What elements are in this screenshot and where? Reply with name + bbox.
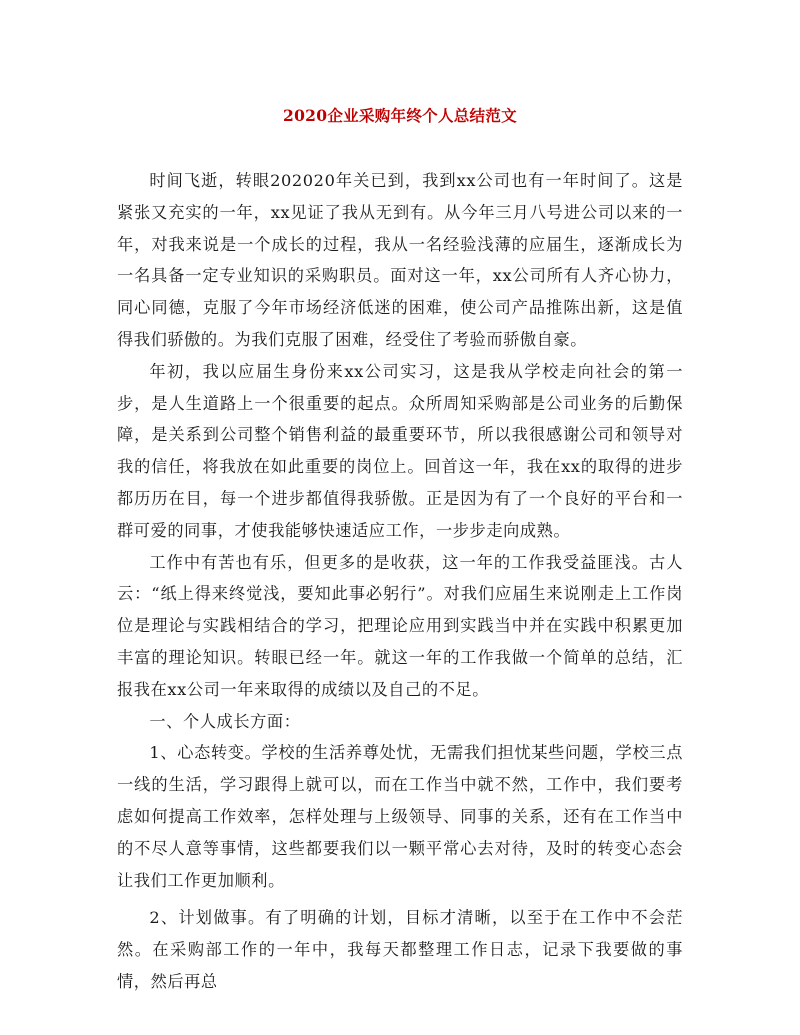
document-title: 2020企业采购年终个人总结范文 — [283, 106, 517, 125]
paragraph-mindset: 1、心态转变。学校的生活养尊处忧，无需我们担忧某些问题，学校三点一线的生活，学习跟得上就可以，而在工作当中就不然，工作中，我们要考虑如何提高工作效率，怎样处理与上级领导、同事的关系，还有在工作当中的不尽人意等事情，这些都要我们以一颗平常心去对待，及时的转变心态会让我们工作更加顺利。 — [117, 743, 683, 890]
paragraph-gains: 工作中有苦也有乐，但更多的是收获，这一年的工作我受益匪浅。古人云：“纸上得来终觉浅，要知此事必躬行”。对我们应届生来说刚走上工作岗位是理论与实践相结合的学习，把理论应用到实践当中并在实践中积累更加丰富的理论知识。转眼已经一年。就这一年的工作我做一个简单的总结，汇报我在xx公司一年来取得的成绩以及自己的不足。 — [117, 552, 683, 699]
document-body — [117, 165, 683, 998]
paragraph-intro: 时间飞逝，转眼202020年关已到，我到xx公司也有一年时间了。这是紧张又充实的一年，xx见证了我从无到有。从今年三月八号进公司以来的一年，对我来说是一个成长的过程，我从一名经验浅薄的应届生，逐渐成长为一名具备一定专业知识的采购职员。面对这一年，xx公司所有人齐心协力，同心同德，克服了今年市场经济低迷的困难，使公司产品推陈出新，这是值得我们骄傲的。为我们克服了困难，经受住了考验而骄傲自豪。 — [117, 171, 683, 349]
paragraph-internship: 年初，我以应届生身份来xx公司实习，这是我从学校走向社会的第一步，是人生道路上一个很重要的起点。众所周知采购部是公司业务的后勤保障，是关系到公司整个销售利益的最重要环节，所以我很感谢公司和领导对我的信任，将我放在如此重要的岗位上。回首这一年，我在xx的取得的进步都历历在目，每一个进步都值得我骄傲。正是因为有了一个良好的平台和一群可爱的同事，才使我能够快速适应工作，一步步走向成熟。 — [117, 361, 683, 540]
section-heading-personal-growth: 一、个人成长方面： — [149, 711, 301, 731]
paragraph-planning: 2、计划做事。有了明确的计划，目标才清晰，以至于在工作中不会茫然。在采购部工作的一年中，我每天都整理工作日志，记录下我要做的事情，然后再总 — [117, 908, 683, 991]
